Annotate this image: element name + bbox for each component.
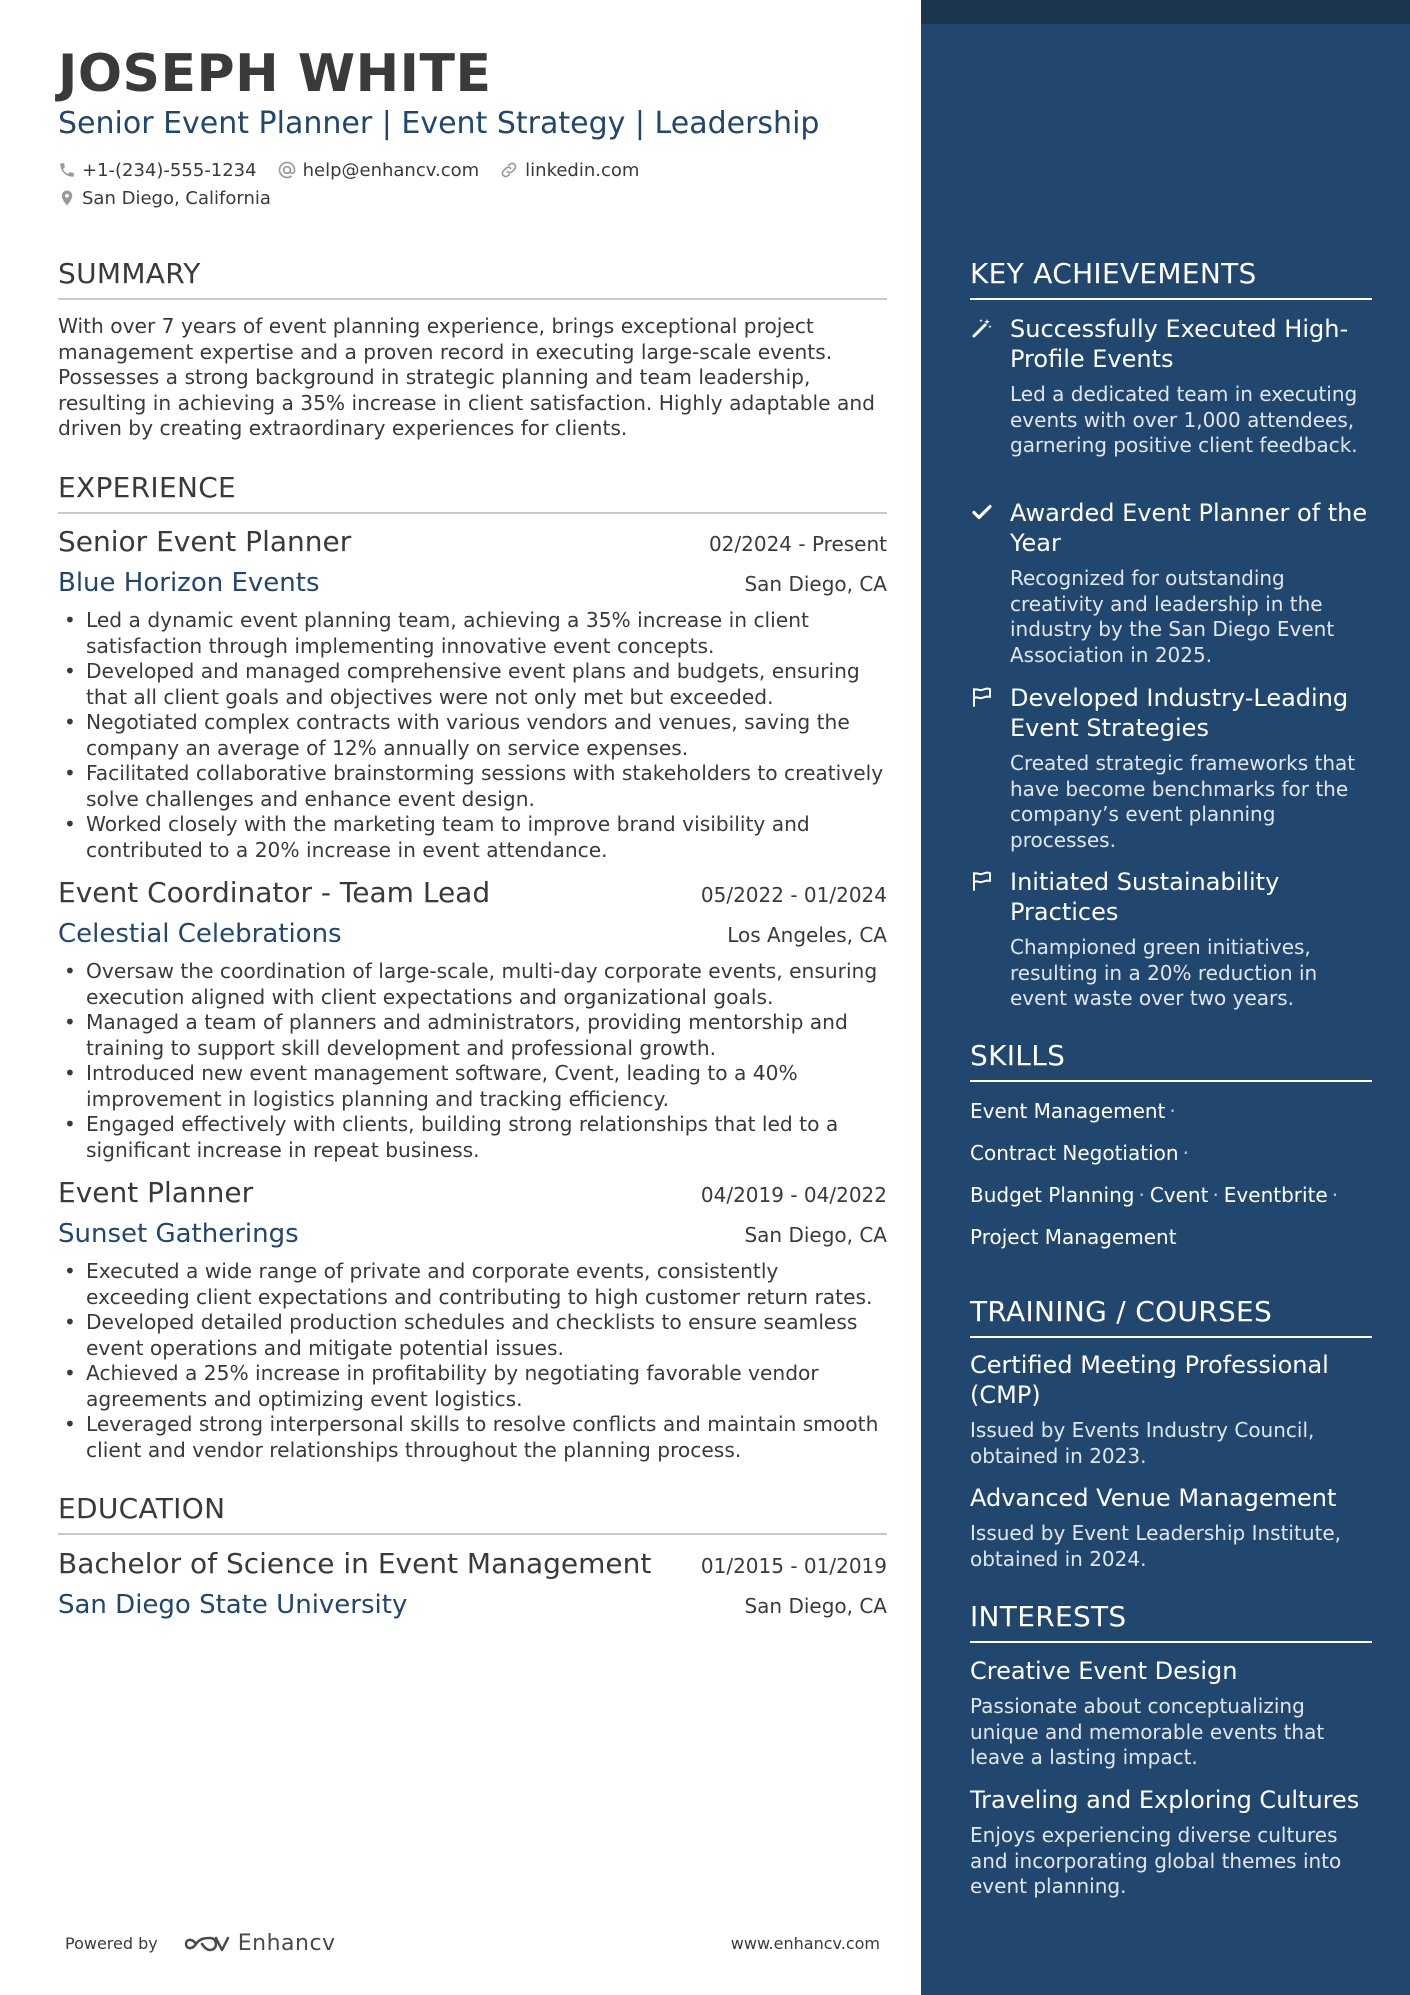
- company-name: Celestial Celebrations: [58, 919, 342, 949]
- achievement-item: [970, 867, 1372, 1012]
- location-pin-icon: [58, 188, 76, 208]
- contact-location: [58, 188, 271, 209]
- candidate-name: JOSEPH WHITE: [58, 44, 492, 104]
- skill-tag: Budget Planning: [970, 1183, 1135, 1207]
- contact-email[interactable]: [277, 160, 480, 181]
- bullet-item: • Developed detailed production schedules and checklists to ensure seamless event operations and mitigate potential issues.: [58, 1310, 887, 1361]
- interest-title: Creative Event Design: [970, 1657, 1238, 1685]
- skills-heading: SKILLS: [970, 1039, 1372, 1082]
- interest-desc: Passionate about conceptualizing unique and memorable events that leave a lasting impact.: [970, 1694, 1325, 1769]
- training-heading: TRAINING / COURSES: [970, 1295, 1372, 1338]
- job-bullets: [58, 608, 887, 863]
- achievement-title: Successfully Executed High-Profile Events: [1010, 315, 1349, 373]
- bullet-item: • Introduced new event management software, Cvent, leading to a 40% improvement in logistics planning and tracking efficiency.: [58, 1061, 887, 1112]
- skill-tag: Cvent: [1149, 1183, 1209, 1207]
- school-name: San Diego State University: [58, 1590, 408, 1620]
- bullet-item: • Negotiated complex contracts with various vendors and venues, saving the company an average of 12% annually on service expenses.: [58, 710, 887, 761]
- bullet-item: • Led a dynamic event planning team, achieving a 35% increase in client satisfaction through implementing innovative event concepts.: [58, 608, 887, 659]
- skill-tag: Event Management: [970, 1099, 1166, 1123]
- summary-heading: SUMMARY: [58, 257, 887, 300]
- bullet-item: • Facilitated collaborative brainstorming sessions with stakeholders to creatively solve challenges and enhance event design.: [58, 761, 887, 812]
- achievement-desc: Created strategic frameworks that have become benchmarks for the company’s event planning processes.: [1010, 751, 1356, 852]
- checkmark-icon: [970, 500, 994, 524]
- job-bullets: [58, 959, 887, 1163]
- interest-desc: Enjoys experiencing diverse cultures and incorporating global themes into event planning.: [970, 1823, 1342, 1898]
- course-title: Advanced Venue Management: [970, 1484, 1337, 1512]
- website-link[interactable]: www.enhancv.com: [730, 1934, 880, 1953]
- education-location: San Diego, CA: [744, 1594, 887, 1618]
- achievement-desc: Led a dedicated team in executing events with over 1,000 attendees, garnering positive client feedback.: [1010, 382, 1358, 457]
- bullet-item: • Executed a wide range of private and corporate events, consistently exceeding client expectations and contributing to high customer return rates.: [58, 1259, 887, 1310]
- achievement-item: [970, 314, 1372, 459]
- achievement-item: [970, 683, 1372, 853]
- job-dates: 02/2024 - Present: [708, 532, 887, 556]
- course-desc: Issued by Event Leadership Institute, obtained in 2024.: [970, 1521, 1342, 1571]
- link-icon: [499, 160, 519, 180]
- flag-icon: [970, 685, 994, 709]
- interests-heading: INTERESTS: [970, 1600, 1372, 1643]
- skill-tag: Contract Negotiation: [970, 1141, 1179, 1165]
- sidebar-top-bar: [921, 0, 1410, 24]
- contact-linkedin[interactable]: [499, 160, 639, 181]
- flag-icon: [970, 869, 994, 893]
- skill-tag: Eventbrite: [1223, 1183, 1328, 1207]
- achievement-desc: Recognized for outstanding creativity and leadership in the industry by the San Diego Event Association in 2025.: [1010, 566, 1335, 667]
- course-item: [970, 1483, 1372, 1572]
- job-title: Senior Event Planner: [58, 525, 352, 558]
- at-icon: [277, 160, 297, 180]
- infinity-logo-icon: [184, 1932, 230, 1956]
- phone-icon: [58, 161, 76, 179]
- contact-phone[interactable]: [58, 160, 257, 181]
- skills-list: Event Management · Contract Negotiation · Budget Planning · Cvent · Eventbrite · Project Management: [970, 1099, 1339, 1249]
- phone-text: +1-(234)-555-1234: [82, 159, 257, 181]
- skill-tag: Project Management: [970, 1225, 1177, 1249]
- achievements-heading: KEY ACHIEVEMENTS: [970, 257, 1372, 300]
- linkedin-text: linkedin.com: [525, 159, 640, 181]
- job-bullets: [58, 1259, 887, 1463]
- experience-entry: [58, 1176, 887, 1463]
- bullet-item: • Oversaw the coordination of large-scale, multi-day corporate events, ensuring execution aligned with client expectations and organizational goals.: [58, 959, 887, 1010]
- achievement-title: Developed Industry-Leading Event Strategies: [1010, 684, 1349, 742]
- bullet-item: • Worked closely with the marketing team to improve brand visibility and contributed to a 20% increase in event attendance.: [58, 812, 887, 863]
- footer: [65, 1931, 880, 1956]
- candidate-headline: Senior Event Planner | Event Strategy | Leadership: [58, 106, 820, 141]
- powered-by-label: Powered by: [65, 1934, 158, 1953]
- job-location: San Diego, CA: [744, 572, 887, 596]
- company-name: Sunset Gatherings: [58, 1219, 299, 1249]
- course-desc: Issued by Events Industry Council, obtained in 2023.: [970, 1418, 1315, 1468]
- achievement-item: [970, 498, 1372, 668]
- education-entry: [58, 1547, 887, 1620]
- company-name: Blue Horizon Events: [58, 568, 320, 598]
- interest-item: [970, 1785, 1372, 1900]
- brand-name: Enhancv: [237, 1931, 336, 1956]
- course-title: Certified Meeting Professional (CMP): [970, 1351, 1329, 1409]
- summary-text: With over 7 years of event planning experience, brings exceptional project management expertise and a proven record in executing large-scale events. Possesses a strong background in strategic planning and team leadership, resulting in achieving a 35% increase in client satisfaction. Highly adaptable and driven by creating extraordinary experiences for clients.: [58, 314, 875, 440]
- job-title: Event Planner: [58, 1176, 254, 1209]
- experience-entry: [58, 525, 887, 863]
- bullet-item: • Managed a team of planners and administrators, providing mentorship and training to support skill development and professional growth.: [58, 1010, 887, 1061]
- bullet-item: • Engaged effectively with clients, building strong relationships that led to a significant increase in repeat business.: [58, 1112, 887, 1163]
- achievement-title: Initiated Sustainability Practices: [1010, 868, 1280, 926]
- interest-item: [970, 1656, 1372, 1771]
- job-title: Event Coordinator - Team Lead: [58, 876, 491, 909]
- interest-title: Traveling and Exploring Cultures: [970, 1786, 1360, 1814]
- bullet-item: • Leveraged strong interpersonal skills to resolve conflicts and maintain smooth client and vendor relationships throughout the planning process.: [58, 1412, 887, 1463]
- bullet-item: • Achieved a 25% increase in profitability by negotiating favorable vendor agreements and optimizing event logistics.: [58, 1361, 887, 1412]
- job-dates: 05/2022 - 01/2024: [700, 883, 887, 907]
- experience-heading: EXPERIENCE: [58, 471, 887, 514]
- location-text: San Diego, California: [82, 187, 271, 209]
- magic-wand-icon: [970, 316, 994, 340]
- achievement-title: Awarded Event Planner of the Year: [1010, 499, 1368, 557]
- degree-title: Bachelor of Science in Event Management: [58, 1547, 652, 1580]
- experience-entry: [58, 876, 887, 1163]
- education-heading: EDUCATION: [58, 1492, 887, 1535]
- job-location: Los Angeles, CA: [727, 923, 887, 947]
- contact-info: [58, 157, 659, 213]
- sidebar: [921, 0, 1410, 1995]
- brand-logo[interactable]: [184, 1931, 336, 1956]
- bullet-item: • Developed and managed comprehensive event plans and budgets, ensuring that all client goals and objectives were not only met but exceeded.: [58, 659, 887, 710]
- achievement-desc: Championed green initiatives, resulting in a 20% reduction in event waste over two years.: [1010, 935, 1318, 1010]
- email-text: help@enhancv.com: [302, 159, 480, 181]
- education-dates: 01/2015 - 01/2019: [700, 1554, 887, 1578]
- job-dates: 04/2019 - 04/2022: [700, 1183, 887, 1207]
- job-location: San Diego, CA: [744, 1223, 887, 1247]
- course-item: [970, 1350, 1372, 1469]
